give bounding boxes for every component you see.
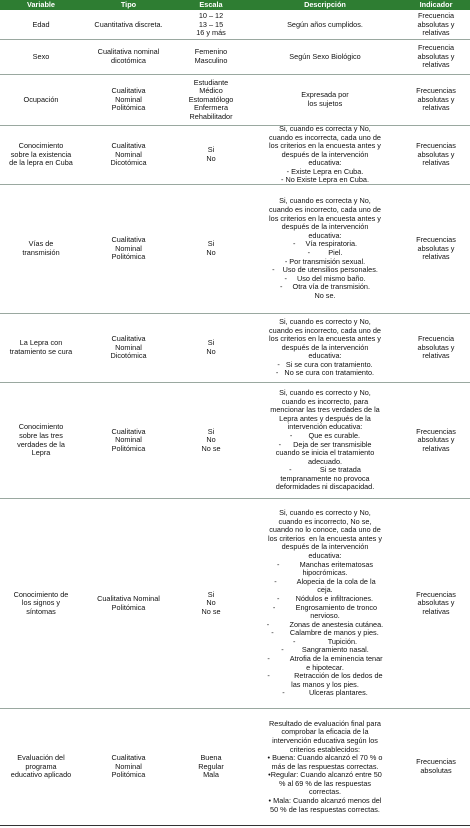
cell-variable-text: Conocimiento sobre la existencia de la lepra en Cuba bbox=[9, 141, 73, 168]
cell-variable-text: Ocupación bbox=[23, 94, 59, 104]
descripcion-line: después de la intervención bbox=[281, 342, 369, 352]
cell-escala-text: Si No bbox=[206, 338, 216, 356]
descripcion-line: correctas. bbox=[308, 787, 342, 797]
descripcion-line: los criterios en la encuesta antes y bbox=[269, 334, 381, 344]
descripcion-line: - Alopecia de la cola de la bbox=[274, 576, 376, 586]
descripcion-line: - Engrosamiento de tronco bbox=[272, 602, 378, 612]
cell-indicador bbox=[402, 383, 470, 498]
descripcion-line: hipocrómicas. bbox=[302, 568, 348, 578]
cell-escala bbox=[175, 709, 247, 825]
cell-indicador-text: Frecuencias absolutas y relativas bbox=[416, 235, 456, 262]
descripcion-line: Si, cuando es correcto y No, bbox=[279, 316, 371, 326]
cell-tipo bbox=[82, 126, 175, 184]
descripcion-line: adecuado. bbox=[307, 456, 343, 466]
descripcion-line: - Sangramiento nasal. bbox=[281, 645, 369, 655]
cell-tipo-text: Cualitativa nominal dicotómica bbox=[97, 47, 160, 65]
cell-descripcion bbox=[250, 11, 400, 39]
descripcion-lines bbox=[250, 509, 400, 698]
cell-escala-text: Femenino Masculino bbox=[194, 47, 228, 65]
descripcion-line: - Que es curable. bbox=[289, 430, 361, 440]
cell-escala bbox=[175, 314, 247, 382]
cell-variable-text: Evaluación del programa educativo aplicado bbox=[10, 753, 72, 780]
descripcion-line: 50 % de las respuestas correctas. bbox=[270, 804, 380, 814]
cell-variable-text: Vías de transmisión bbox=[22, 239, 60, 257]
descripcion-lines bbox=[250, 720, 400, 815]
descripcion-line: los sujetos bbox=[307, 99, 343, 108]
cell-variable bbox=[0, 709, 82, 825]
header-indicador: Indicador bbox=[419, 0, 453, 9]
table-row bbox=[0, 11, 470, 40]
cell-tipo bbox=[82, 185, 175, 313]
descripcion-line: - Si se tratada bbox=[289, 465, 361, 475]
descripcion-line: - Manchas eritematosas bbox=[276, 559, 374, 569]
cell-escala-text: Estudiante Médico Estomatólogo Enfermera Rehabilitador bbox=[188, 77, 234, 121]
descripcion-line: cuando es incorrecto, No se, bbox=[278, 516, 372, 526]
descripcion-line: - Deja de ser transmisible bbox=[278, 439, 372, 449]
cell-escala-text: Si No No se bbox=[201, 426, 221, 453]
cell-indicador bbox=[402, 11, 470, 39]
cell-variable-text: Conocimiento sobre las tres verdades de la Lepra bbox=[17, 422, 65, 458]
cell-escala bbox=[175, 499, 247, 708]
descripcion-line: - Ulceras plantares. bbox=[282, 688, 368, 698]
descripcion-line: Según años cumplidos. bbox=[287, 19, 363, 29]
cell-indicador bbox=[402, 126, 470, 184]
cell-indicador bbox=[402, 40, 470, 74]
descripcion-line: - No Existe Lepra en Cuba. bbox=[280, 175, 369, 185]
descripcion-line: mencionar las tres verdades de la bbox=[270, 405, 380, 415]
cell-indicador-text: Frecuencias absolutas y relativas bbox=[416, 141, 456, 168]
descripcion-line: - Por transmisión sexual. bbox=[284, 256, 366, 266]
descripcion-line: - Retracción de los dedos de bbox=[267, 671, 383, 681]
descripcion-line: - Uso del mismo baño. bbox=[284, 273, 366, 283]
cell-variable bbox=[0, 185, 82, 313]
descripcion-line: deformidades ni discapacidad. bbox=[275, 482, 375, 492]
descripcion-line: • Mala: Cuando alcanzó menos del bbox=[268, 796, 382, 806]
descripcion-line: % al 69 % de las respuestas bbox=[278, 778, 372, 788]
descripcion-lines bbox=[250, 389, 400, 492]
descripcion-lines bbox=[250, 125, 400, 185]
cell-indicador-text: Frecuencia absolutas y relativas bbox=[417, 334, 455, 361]
cell-escala bbox=[175, 11, 247, 39]
descripcion-line: - No se cura con tratamiento. bbox=[275, 368, 375, 378]
cell-variable bbox=[0, 383, 82, 498]
descripcion-line: cuando no lo conoce, cada uno de bbox=[269, 525, 381, 535]
descripcion-line: educativa: bbox=[308, 158, 342, 168]
cell-descripcion bbox=[250, 383, 400, 498]
cell-escala-text: 10 – 12 13 – 15 16 y más bbox=[196, 11, 226, 38]
cell-variable-text: Edad bbox=[32, 19, 50, 29]
cell-descripcion bbox=[250, 499, 400, 708]
descripcion-line: - Otra vía de transmisión. bbox=[279, 282, 371, 292]
cell-variable bbox=[0, 11, 82, 39]
cell-escala-text: Buena Regular Mala bbox=[198, 753, 224, 780]
cell-indicador-text: Frecuencias absolutas y relativas bbox=[416, 589, 456, 616]
header-tipo: Tipo bbox=[120, 0, 137, 9]
cell-descripcion bbox=[250, 40, 400, 74]
cell-variable bbox=[0, 75, 82, 125]
cell-descripcion bbox=[250, 185, 400, 313]
descripcion-line: después de la intervención bbox=[281, 149, 369, 159]
header-descripcion: Descripción bbox=[304, 0, 346, 9]
cell-indicador-text: Frecuencias absolutas y relativas bbox=[416, 86, 456, 113]
descripcion-line: Expresada por bbox=[301, 90, 349, 100]
cell-indicador-text: Frecuencia absolutas y relativas bbox=[417, 43, 455, 70]
cell-descripcion bbox=[250, 75, 400, 125]
cell-indicador-text: Frecuencia absolutas y relativas bbox=[417, 11, 455, 38]
descripcion-line: las manos y los pies. bbox=[291, 679, 359, 689]
descripcion-line: educativa: bbox=[308, 351, 342, 361]
cell-escala bbox=[175, 40, 247, 74]
descripcion-line: - Si se cura con tratamiento. bbox=[277, 359, 373, 369]
descripcion-line: Resultado de evaluación final para bbox=[269, 718, 381, 728]
cell-tipo-text: Cuantitativa discreta. bbox=[94, 19, 163, 29]
descripcion-line: - Calambre de manos y pies. bbox=[271, 628, 379, 638]
table-row bbox=[0, 185, 470, 314]
descripcion-line: intervención educativa: bbox=[287, 422, 363, 432]
table-row bbox=[0, 709, 470, 826]
cell-indicador-text: Frecuencias absolutas bbox=[416, 757, 456, 775]
cell-tipo-text: Cualitativa Nominal Politómica bbox=[111, 86, 146, 113]
cell-indicador bbox=[402, 499, 470, 708]
cell-variable-text: Sexo bbox=[32, 51, 50, 61]
cell-descripcion bbox=[250, 123, 400, 185]
descripcion-lines bbox=[250, 21, 400, 30]
descripcion-line: - Tupición. bbox=[292, 636, 358, 646]
cell-tipo-text: Cualitativa Nominal Politómica bbox=[111, 235, 146, 262]
cell-descripcion bbox=[250, 709, 400, 825]
descripcion-line: tempranamente no provoca bbox=[280, 473, 370, 483]
cell-escala-text: Si No No se bbox=[201, 589, 221, 616]
cell-variable bbox=[0, 126, 82, 184]
cell-tipo-text: Cualitativa Nominal Dicotómica bbox=[110, 141, 147, 168]
cell-tipo bbox=[82, 499, 175, 708]
cell-variable-text: Conocimiento de los signos y síntomas bbox=[13, 589, 69, 616]
descripcion-line: intervención educativa según los bbox=[272, 735, 378, 745]
descripcion-line: cuando se inicia el tratamiento bbox=[275, 448, 375, 458]
descripcion-line: comprobar la eficacia de la bbox=[281, 727, 369, 737]
cell-escala-text: Si No bbox=[206, 239, 216, 257]
descripcion-line: Si, cuando es correcto y No, bbox=[279, 507, 371, 517]
cell-tipo bbox=[82, 11, 175, 39]
header-variable: Variable bbox=[27, 0, 55, 9]
descripcion-line: después de la intervención bbox=[281, 542, 369, 552]
descripcion-lines bbox=[250, 197, 400, 300]
descripcion-line: educativa: bbox=[308, 550, 342, 560]
cell-escala bbox=[175, 126, 247, 184]
descripcion-line: • Buena: Cuando alcanzó el 70 % o bbox=[267, 753, 383, 763]
descripcion-line: criterios establecidos: bbox=[289, 744, 361, 754]
cell-indicador bbox=[402, 75, 470, 125]
header-escala: Escala bbox=[199, 0, 223, 9]
cell-descripcion bbox=[250, 314, 400, 382]
cell-escala bbox=[175, 75, 247, 125]
descripcion-line: - Zonas de anestesia cutánea. bbox=[266, 619, 384, 629]
cell-tipo bbox=[82, 383, 175, 498]
descripcion-line: más de las respuestas correctas. bbox=[271, 761, 379, 771]
descripcion-line: cuando es incorrecta, cada uno de bbox=[269, 132, 381, 142]
descripcion-line: Si, cuando es correcta y No, bbox=[279, 196, 371, 206]
descripcion-line: cuando es incorrecto, cada uno de bbox=[269, 325, 381, 335]
descripcion-line: No se. bbox=[314, 290, 336, 300]
descripcion-line: Lepra antes y después de la bbox=[279, 413, 371, 423]
descripcion-line: •Regular: Cuando alcanzó entre 50 bbox=[268, 770, 382, 780]
cell-variable-text: La Lepra con tratamiento se cura bbox=[9, 338, 73, 356]
cell-tipo-text: Cualitativa Nominal Politómica bbox=[97, 593, 160, 612]
cell-escala bbox=[175, 185, 247, 313]
descripcion-line: los criterios en la encuesta antes y bbox=[268, 533, 382, 543]
descripcion-line: los criterios en la encuesta antes y bbox=[269, 213, 381, 223]
descripcion-line: los criterios en la encuesta antes y bbox=[269, 141, 381, 151]
descripcion-line: cuando es incorrecto, para bbox=[281, 396, 369, 406]
descripcion-line: Si, cuando es correcta y No, bbox=[279, 123, 371, 133]
cell-escala bbox=[175, 383, 247, 498]
cell-tipo bbox=[82, 314, 175, 382]
cell-tipo bbox=[82, 709, 175, 825]
cell-escala-text: Si No bbox=[206, 145, 216, 163]
cell-variable bbox=[0, 40, 82, 74]
descripcion-line: - Vía respiratoria. bbox=[292, 239, 358, 249]
descripcion-line: Si, cuando es correcto y No, bbox=[279, 387, 371, 397]
descripcion-line: e hipotecar. bbox=[306, 662, 344, 672]
cell-tipo-text: Cualitativa Nominal Dicotómica bbox=[110, 334, 147, 361]
descripcion-line: - Atrofia de la eminencia tenar bbox=[267, 654, 383, 664]
descripcion-lines bbox=[250, 91, 400, 108]
descripcion-line: cuando es incorrecto, cada uno de bbox=[269, 205, 381, 215]
descripcion-line: nervioso. bbox=[310, 611, 340, 621]
descripcion-line: educativa: bbox=[308, 230, 342, 240]
descripcion-line: - Uso de utensilios personales. bbox=[272, 265, 378, 275]
descripcion-line: - Piel. bbox=[307, 248, 343, 257]
table-header bbox=[0, 0, 470, 10]
table-row bbox=[0, 75, 470, 126]
descripcion-line: después de la intervención bbox=[281, 222, 369, 232]
cell-tipo-text: Cualitativa Nominal Politómica bbox=[111, 753, 146, 780]
table-row bbox=[0, 40, 470, 75]
table-row bbox=[0, 123, 470, 185]
descripcion-lines bbox=[250, 53, 400, 62]
cell-indicador bbox=[402, 185, 470, 313]
cell-indicador bbox=[402, 314, 470, 382]
descripcion-lines bbox=[250, 318, 400, 378]
table-row bbox=[0, 383, 470, 499]
cell-tipo bbox=[82, 40, 175, 74]
cell-variable bbox=[0, 499, 82, 708]
cell-indicador bbox=[402, 709, 470, 825]
descripcion-line: - Existe Lepra en Cuba. bbox=[286, 166, 364, 176]
cell-variable bbox=[0, 314, 82, 382]
descripcion-line: - Nódulos e infiltraciones. bbox=[276, 593, 374, 603]
table-row bbox=[0, 499, 470, 709]
descripcion-line: Según Sexo Biológico bbox=[289, 51, 361, 61]
cell-tipo bbox=[82, 75, 175, 125]
cell-tipo-text: Cualitativa Nominal Politómica bbox=[111, 426, 146, 453]
descripcion-line: ceja. bbox=[317, 585, 333, 595]
table-row bbox=[0, 314, 470, 383]
cell-indicador-text: Frecuencias absolutas y relativas bbox=[416, 426, 456, 453]
